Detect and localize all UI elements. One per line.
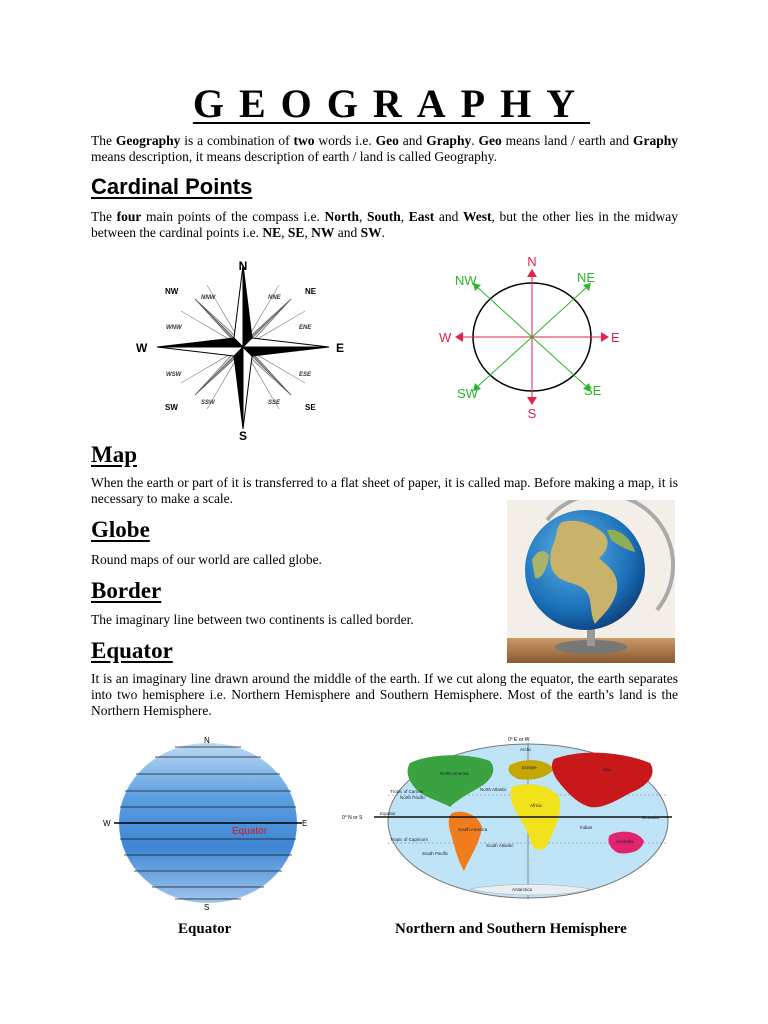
rose-label-se: SE	[305, 403, 316, 412]
equator-label-s: S	[204, 903, 210, 911]
border-paragraph: The imaginary line between two continents is called border.	[91, 612, 414, 627]
globe-paragraph: Round maps of our world are called globe.	[91, 552, 322, 567]
continent-label: Asia	[602, 767, 611, 772]
equator-figure	[100, 733, 315, 911]
circle-label-s: S	[527, 406, 537, 420]
circle-label-nw: NW	[455, 273, 477, 288]
globe-stand-post	[587, 628, 595, 646]
rose-ray	[243, 347, 329, 356]
rose-ray	[243, 338, 329, 347]
ocean-label: Arctic	[520, 747, 532, 752]
world-map-figure	[340, 735, 675, 907]
rose-label-nw: NW	[165, 287, 179, 296]
continent-label: Antarctica	[512, 887, 533, 892]
continent-label: Europe	[522, 765, 537, 770]
map-paragraph: When the earth or part of it is transferred to a flat sheet of paper, it is called map. Before making a map, it is necessary to make a scale.	[91, 475, 678, 506]
circle-label-ne: NE	[577, 270, 596, 285]
equator-label-n: N	[204, 736, 210, 745]
world-equator-label: 0° N or S	[342, 815, 363, 821]
intro-paragraph: The Geography is a combination of two words i.e. Geo and Graphy. Geo means land / earth and Graphy means description, it means description of earth / land is called Geography.	[91, 133, 678, 164]
equator-line-label: Equator	[232, 826, 268, 837]
continent-label: South America	[458, 827, 488, 832]
cardinal-points-heading: Cardinal Points	[91, 174, 253, 199]
cardinal-paragraph: The four main points of the compass i.e. North, South, East and West, but the other lies in the midway between the cardinal points i.e. NE, SE, NW and SW.	[91, 209, 678, 240]
rose-ray	[157, 338, 243, 347]
ocean-label: North Atlantic	[480, 787, 507, 792]
continent-label: Africa	[530, 803, 542, 808]
rose-label-e: E	[336, 341, 345, 355]
ocean-label: North Pacific	[400, 795, 426, 800]
latitude-label: Tropic of Capricorn	[390, 837, 429, 842]
world-map-caption: Northern and Southern Hemisphere	[395, 921, 627, 937]
latitude-label: Equator	[380, 811, 396, 816]
rose-label-wnw: WNW	[166, 325, 182, 331]
equator-paragraph: It is an imaginary line drawn around the middle of the earth. If we cut along the equator, the earth separates into two hemisphere i.e. Northern Hemisphere and Southern Hemisphere. Most of the earth’s land is the Northern Hemisphere.	[91, 671, 678, 718]
rose-label-s: S	[238, 429, 248, 443]
rose-label-ssw: SSW	[201, 400, 215, 406]
prime-meridian-label: 0° E or W	[508, 737, 530, 743]
rose-ray	[234, 347, 243, 429]
border-heading: Border	[91, 578, 162, 603]
page-title: GEOGRAPHY	[192, 81, 591, 126]
rose-label-ene: ENE	[299, 325, 312, 331]
map-heading: Map	[91, 442, 137, 467]
equator-label-w: W	[103, 819, 111, 828]
rose-label-n: N	[238, 259, 248, 273]
rose-label-sw: SW	[165, 403, 178, 412]
continent-label: Australia	[616, 839, 634, 844]
arrow-n-icon	[527, 269, 537, 277]
rose-ray	[157, 347, 243, 356]
ocean-label: Indian	[580, 825, 593, 830]
circle-label-se: SE	[584, 383, 602, 398]
rose-ray	[243, 265, 252, 347]
ocean-label: Oceania	[642, 815, 659, 820]
rose-label-nne: NNE	[268, 295, 281, 301]
globe-heading: Globe	[91, 517, 150, 542]
ocean-label: South Atlantic	[486, 843, 514, 848]
circle-label-n: N	[527, 255, 537, 269]
rose-label-wsw: WSW	[166, 372, 182, 378]
circle-label-sw: SW	[457, 386, 478, 401]
globe-image	[507, 500, 675, 663]
circle-label-w: W	[439, 330, 452, 345]
rose-label-ese: ESE	[299, 372, 312, 378]
continent-label: North America	[440, 771, 469, 776]
compass-rose-figure	[125, 252, 360, 447]
equator-label-e: E	[302, 819, 308, 828]
arrow-s-icon	[527, 397, 537, 405]
rose-label-w: W	[136, 341, 148, 355]
rose-ray	[243, 347, 252, 429]
equator-figure-caption: Equator	[178, 921, 232, 937]
rose-label-nnw: NNW	[201, 295, 216, 301]
arrow-w-icon	[455, 332, 463, 342]
arrow-e-icon	[601, 332, 609, 342]
equator-heading: Equator	[91, 638, 173, 663]
rose-label-sse: SSE	[268, 400, 281, 406]
ocean-label: South Pacific	[422, 851, 449, 856]
circle-label-e: E	[611, 330, 620, 345]
latitude-label: Tropic of Cancer	[390, 789, 424, 794]
compass-circle-figure	[437, 255, 627, 420]
rose-ray	[234, 265, 243, 347]
rose-label-ne: NE	[305, 287, 317, 296]
